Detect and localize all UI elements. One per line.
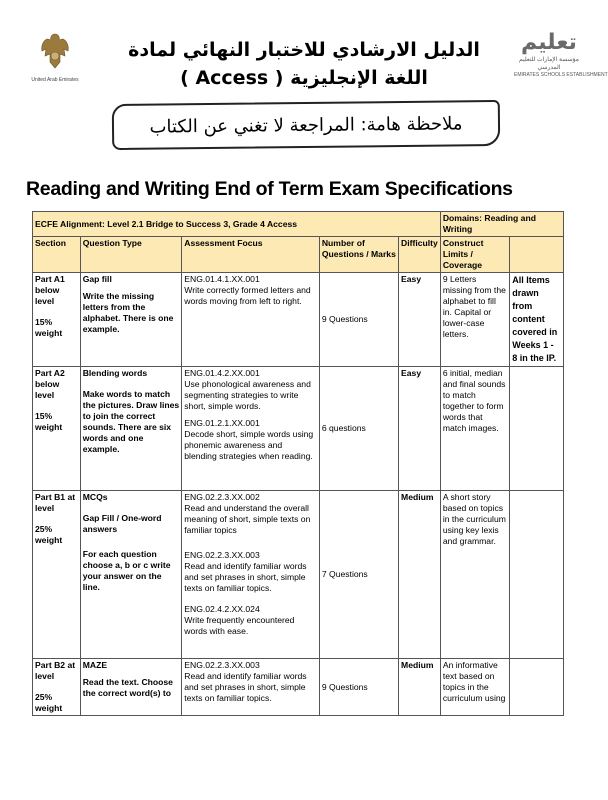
construct-cell: 9 Letters missing from the alphabet to fill in. Capital or lower-case letters. (440, 273, 509, 367)
important-note-box (112, 100, 500, 150)
focus-text: Decode short, simple words using phonemic awareness and blending strategies when reading. (184, 429, 314, 461)
focus-text: Write frequently encountered words with ease. (184, 615, 295, 636)
header-coverage-blank (510, 237, 564, 273)
arabic-title-line-2: اللغة الإنجليزية ( Access ) (180, 67, 428, 89)
question-type-title: Gap fill (82, 274, 112, 284)
table-row (33, 491, 564, 659)
ese-logo-arabic: مؤسسة الإمارات للتعليم المدرسي (519, 57, 579, 71)
ese-logo-mark: تعليم (521, 30, 577, 55)
focus-text: Use phonological awareness and segmenting strategies to write short, simple words. (184, 379, 311, 411)
question-type-title: MAZE (82, 660, 108, 670)
construct-cell: An informative text based on topics in the curriculum using (440, 659, 509, 716)
section-cell (33, 659, 81, 716)
focus-text: Read and understand the overall meaning of short, simple texts on familiar topics (184, 503, 311, 535)
focus-code: ENG.02.2.3.XX.002 (184, 492, 260, 502)
question-type-description: Make words to match the pictures. Draw lines to join the correct sounds. There are six words and one example. (82, 389, 180, 454)
difficulty-cell: Medium (399, 491, 441, 659)
difficulty-cell: Medium (399, 659, 441, 716)
number-cell: 9 Questions (319, 273, 398, 367)
header-section: Section (33, 237, 81, 273)
table-row (33, 367, 564, 491)
section-cell (33, 273, 81, 367)
table-row (33, 273, 564, 367)
table-header-row (33, 237, 564, 273)
ese-logo (514, 30, 608, 79)
difficulty-cell: Easy (399, 367, 441, 491)
section-weight: 25% weight (35, 692, 63, 713)
domains-cell: Domains: Reading and Writing (440, 212, 563, 237)
arabic-title-line-1: الدليل الارشادي للاختبار النهائي لمادة (128, 39, 480, 61)
section-weight: 15% weight (35, 411, 63, 432)
header-construct: Construct Limits / Coverage (440, 237, 509, 273)
focus-code: ENG.02.2.3.XX.003 (184, 660, 260, 670)
question-type-title: MCQs (82, 492, 108, 502)
question-type-cell (80, 659, 182, 716)
section-label: Part A2 below level (35, 368, 65, 400)
focus-code: ENG.01.4.2.XX.001 (184, 368, 260, 378)
exam-spec-table (32, 211, 564, 716)
coverage-empty-cell (510, 659, 564, 716)
construct-cell: A short story based on topics in the curriculum using key lexis and grammar. (440, 491, 509, 659)
focus-code: ENG.01.2.1.XX.001 (184, 418, 260, 428)
focus-code: ENG.02.2.3.XX.003 (184, 550, 260, 560)
alignment-cell: ECFE Alignment: Level 2.1 Bridge to Success 3, Grade 4 Access (33, 212, 441, 237)
focus-code: ENG.02.4.2.XX.024 (184, 604, 260, 614)
header-difficulty: Difficulty (399, 237, 441, 273)
section-weight: 25% weight (35, 524, 63, 545)
emblem-caption: United Arab Emirates (31, 77, 79, 83)
construct-cell: 6 initial, median and final sounds to match together to form words that match images. (440, 367, 509, 491)
focus-text: Read and identify familiar words and set phrases in short, simple texts on familiar topics. (184, 671, 307, 703)
coverage-empty-cell (510, 367, 564, 491)
focus-text: Write correctly formed letters and words moving from left to right. (184, 285, 311, 306)
focus-text: Read and identify familiar words and set phrases in short, simple texts on familiar topics. (184, 561, 307, 593)
coverage-cell: All Items drawn from content covered in Weeks 1 - 8 in the IP. (510, 273, 564, 367)
important-note-text: ملاحظة هامة: المراجعة لا تغني عن الكتاب (149, 113, 463, 138)
table-row (33, 659, 564, 716)
assessment-focus-cell (182, 659, 320, 716)
section-label: Part A1 below level (35, 274, 65, 306)
number-cell: 7 Questions (319, 491, 398, 659)
difficulty-cell: Easy (399, 273, 441, 367)
question-type-cell (80, 367, 182, 491)
header-question-type: Question Type (80, 237, 182, 273)
assessment-focus-cell (182, 273, 320, 367)
ese-logo-english: EMIRATES SCHOOLS ESTABLISHMENT (514, 72, 608, 78)
assessment-focus-cell (182, 491, 320, 659)
question-type-title: Blending words (82, 368, 148, 378)
focus-code: ENG.01.4.1.XX.001 (184, 274, 260, 284)
coverage-empty-cell (510, 491, 564, 659)
number-cell: 9 Questions (319, 659, 398, 716)
header-number: Number of Questions / Marks (319, 237, 398, 273)
header-assessment-focus: Assessment Focus (182, 237, 320, 273)
section-weight: 15% weight (35, 317, 63, 338)
assessment-focus-cell (182, 367, 320, 491)
page-title: Reading and Writing End of Term Exam Specifications (26, 178, 513, 200)
alignment-row (33, 212, 564, 237)
question-type-cell (80, 273, 182, 367)
question-type-description: Read the text. Choose the correct word(s) to (82, 677, 173, 698)
section-cell (33, 367, 81, 491)
falcon-emblem-icon (38, 32, 72, 70)
question-type-description: Write the missing letters from the alphabet. There is one example. (82, 291, 174, 334)
section-cell (33, 491, 81, 659)
question-type-description: Gap Fill / One-word answers (82, 513, 162, 534)
section-label: Part B1 at level (35, 492, 76, 513)
number-cell: 6 questions (319, 367, 398, 491)
uae-emblem-logo (28, 32, 82, 83)
section-label: Part B2 at level (35, 660, 76, 681)
question-type-instruction: For each question choose a, b or c write your answer on the line. (82, 549, 171, 592)
question-type-cell (80, 491, 182, 659)
